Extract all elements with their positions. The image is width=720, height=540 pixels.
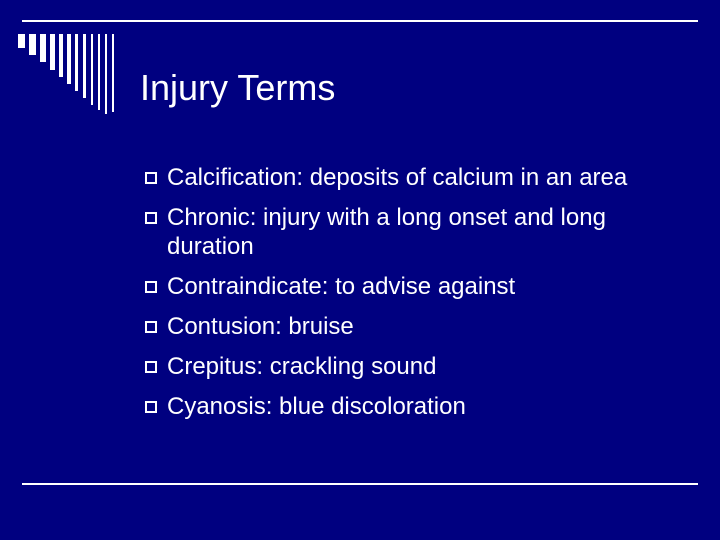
bullet-item xyxy=(145,203,685,261)
bullet-item xyxy=(145,392,685,421)
decor-bar xyxy=(18,34,25,48)
decor-bar xyxy=(105,34,107,114)
hollow-square-icon xyxy=(145,172,157,184)
decor-bar xyxy=(40,34,46,62)
bullet-list xyxy=(145,163,685,432)
bullet-item xyxy=(145,352,685,381)
bullet-text: Chronic: injury with a long onset and long duration xyxy=(167,204,606,260)
decor-bar xyxy=(91,34,93,105)
bullet-text: Crepitus: crackling sound xyxy=(167,353,437,380)
hollow-square-icon xyxy=(145,212,157,224)
decor-bar xyxy=(98,34,100,110)
slide-title: Injury Terms xyxy=(140,67,336,108)
decor-bar xyxy=(83,34,86,98)
bullet-item xyxy=(145,272,685,301)
decor-bar xyxy=(50,34,55,70)
decor-bar xyxy=(29,34,36,55)
decor-bar xyxy=(112,34,114,112)
bullet-item xyxy=(145,163,685,192)
bullet-text: Contusion: bruise xyxy=(167,313,354,340)
decor-bar xyxy=(59,34,63,77)
bottom-divider xyxy=(22,483,698,485)
bullet-text: Contraindicate: to advise against xyxy=(167,273,516,300)
vertical-bars-decoration xyxy=(0,0,130,110)
hollow-square-icon xyxy=(145,281,157,293)
hollow-square-icon xyxy=(145,401,157,413)
decor-bar xyxy=(67,34,71,84)
bullet-item xyxy=(145,312,685,341)
hollow-square-icon xyxy=(145,361,157,373)
bullet-text: Cyanosis: blue discoloration xyxy=(167,393,466,420)
hollow-square-icon xyxy=(145,321,157,333)
bullet-text: Calcification: deposits of calcium in an area xyxy=(167,164,628,191)
decor-bar xyxy=(75,34,78,91)
